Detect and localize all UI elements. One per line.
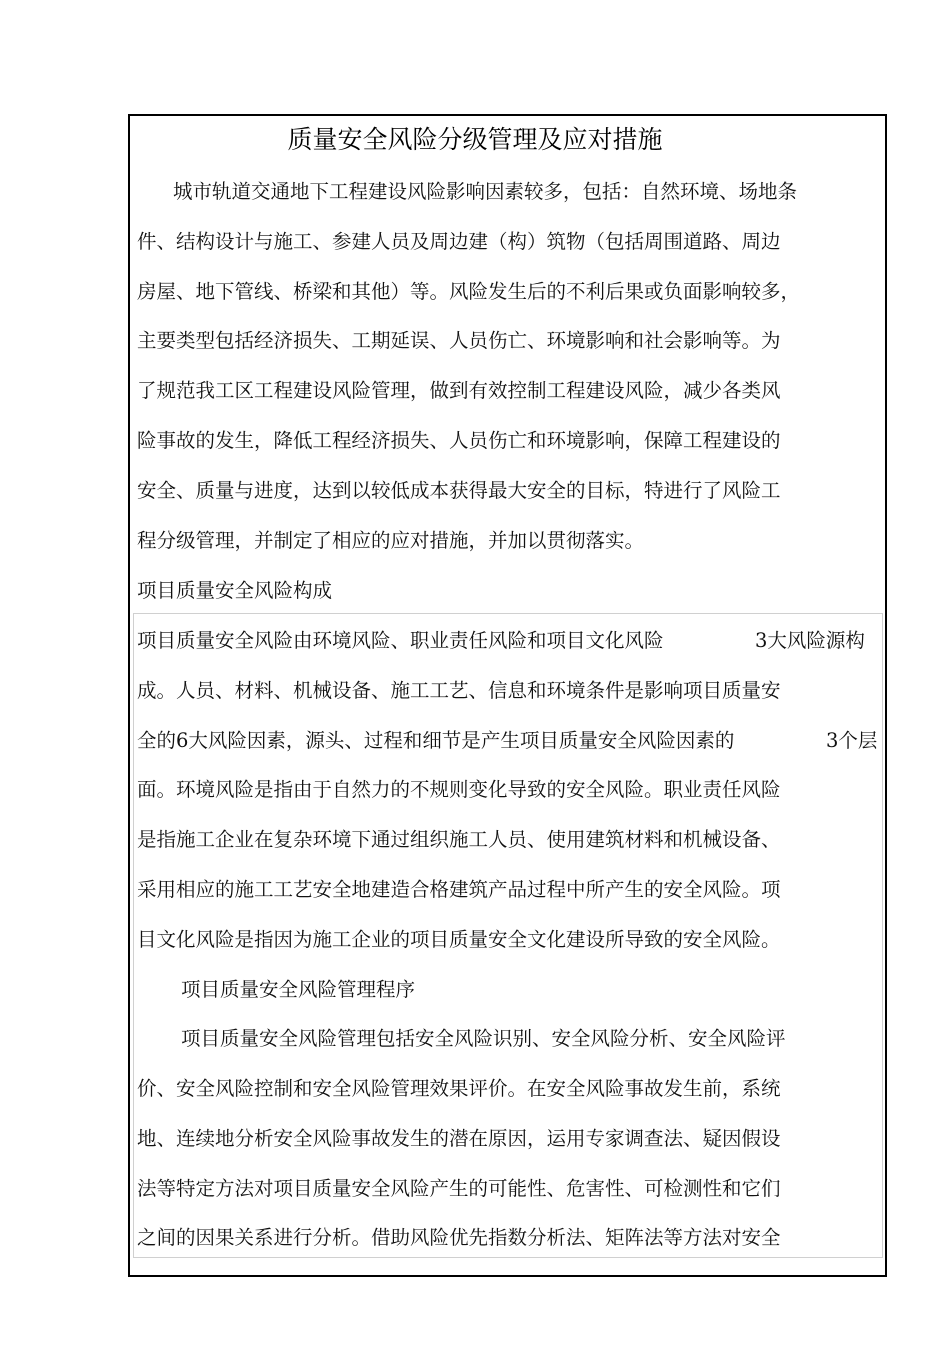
section1-line: 项目质量安全风险由环境风险、职业责任风险和项目文化风险 [137,629,664,652]
section1-line: 面。环境风险是指由于自然力的不规则变化导致的安全风险。职业责任风险 [137,778,781,801]
section2-line: 法等特定方法对项目质量安全风险产生的可能性、危害性、可检测性和它们 [137,1177,781,1200]
section-heading-risk-management-procedure: 项目质量安全风险管理程序 [181,978,416,1001]
section1-line: 采用相应的施工工艺安全地建造合格建筑产品过程中所产生的安全风险。项 [137,878,781,901]
intro-line: 件、结构设计与施工、参建人员及周边建（构）筑物（包括周围道路、周边 [137,230,781,253]
section1-line-tail: 3个层 [826,729,878,752]
intro-line: 安全、质量与进度，达到以较低成本获得最大安全的目标，特进行了风险工 [137,479,781,502]
section-heading-risk-composition: 项目质量安全风险构成 [137,579,333,602]
section2-line: 地、连续地分析安全风险事故发生的潜在原因，运用专家调查法、疑因假设 [137,1127,781,1150]
section1-line: 是指施工企业在复杂环境下通过组织施工人员、使用建筑材料和机械设备、 [137,828,781,851]
intro-line: 程分级管理，并制定了相应的应对措施，并加以贯彻落实。 [137,529,645,552]
section1-line: 全的6大风险因素，源头、过程和细节是产生项目质量安全风险因素的 [137,729,735,752]
intro-line: 了规范我工区工程建设风险管理，做到有效控制工程建设风险，减少各类风 [137,379,781,402]
page-title: 质量安全风险分级管理及应对措施 [287,125,663,154]
intro-line: 城市轨道交通地下工程建设风险影响因素较多，包括：自然环境、场地条 [173,180,798,203]
section2-line: 价、安全风险控制和安全风险管理效果评价。在安全风险事故发生前，系统 [137,1077,781,1100]
section1-line: 目文化风险是指因为施工企业的项目质量安全文化建设所导致的安全风险。 [137,928,781,951]
intro-line: 房屋、地下管线、桥梁和其他）等。风险发生后的不利后果或负面影响较多， [137,280,801,303]
section2-line: 之间的因果关系进行分析。借助风险优先指数分析法、矩阵法等方法对安全 [137,1226,781,1249]
section1-line: 成。人员、材料、机械设备、施工工艺、信息和环境条件是影响项目质量安 [137,679,781,702]
section2-line: 项目质量安全风险管理包括安全风险识别、安全风险分析、安全风险评 [181,1027,786,1050]
intro-line: 主要类型包括经济损失、工期延误、人员伤亡、环境影响和社会影响等。为 [137,329,781,352]
intro-line: 险事故的发生，降低工程经济损失、人员伤亡和环境影响，保障工程建设的 [137,429,781,452]
section1-line-tail: 3大风险源构 [755,629,865,652]
